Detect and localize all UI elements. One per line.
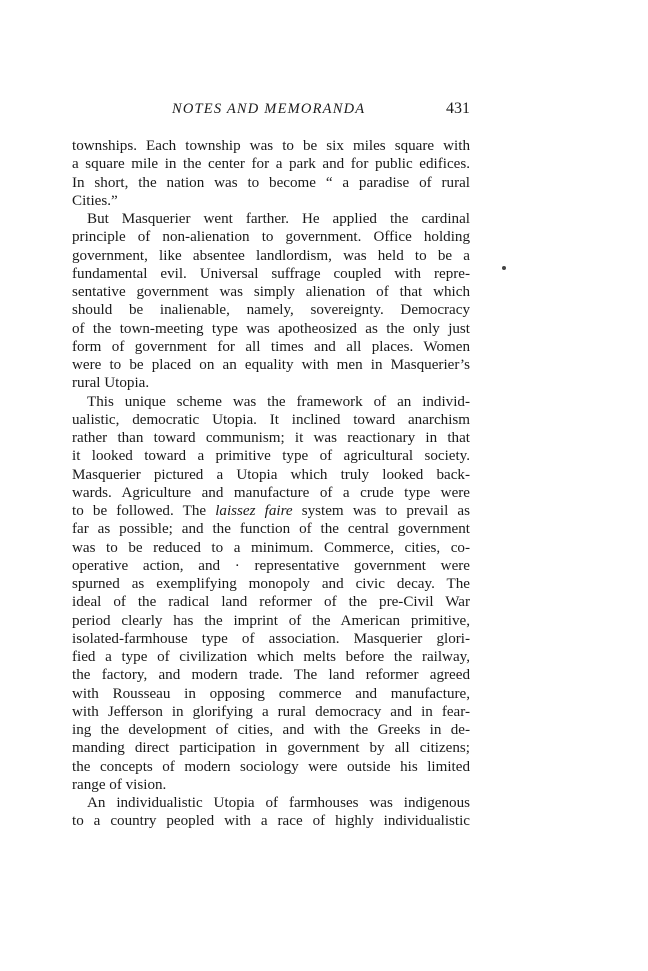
italic-phrase: laissez faire (215, 503, 293, 519)
text-line: with Jefferson in glorifying a rural democracy and in fear- (72, 703, 470, 720)
text-line: was to be reduced to a minimum. Commerce, cities, co- (72, 539, 470, 556)
text-line: sentative government was simply alienation of that which (72, 284, 470, 300)
text-line: to a country peopled with a race of highly individualistic (72, 813, 470, 830)
text-line: rather than toward communism; it was reactionary in that (72, 430, 470, 446)
paragraph-first-line: This unique scheme was the framework of an individ- (87, 393, 470, 410)
text-line: of the town-meeting type was apotheosized as the only just (72, 320, 470, 337)
text-line: the concepts of modern sociology were outside his limited (72, 758, 470, 775)
text-line: ing the development of cities, and with the Greeks in de- (72, 722, 470, 738)
text-line: manding direct participation in government by all citizens; (72, 740, 470, 757)
text-line: with Rousseau in opposing commerce and manufacture, (72, 685, 470, 702)
paragraph-first-line: An individualistic Utopia of farmhouses was indigenous (87, 795, 470, 811)
text-line: wards. Agriculture and manufacture of a crude type were (72, 484, 470, 501)
text-line: isolated-farmhouse type of association. Masquerier glori- (72, 630, 470, 647)
running-title: NOTES AND MEMORANDA (172, 101, 366, 117)
text-line: should be inalienable, namely, sovereignty. Democracy (72, 302, 470, 319)
text-line: Cities.” (72, 192, 118, 209)
text-line: were to be placed on an equality with men in Masquerier’s (72, 357, 470, 373)
text-line: townships. Each township was to be six miles square with (72, 138, 470, 154)
text-line: ualistic, democratic Utopia. It inclined toward anarchism (72, 411, 470, 428)
text-line: Masquerier pictured a Utopia which truly looked back- (72, 466, 470, 483)
text-line: operative action, and · representative government were (72, 557, 470, 574)
text-line: it looked toward a primitive type of agricultural society. (72, 448, 470, 465)
running-head (72, 101, 470, 123)
text-line: In short, the nation was to become “ a paradise of rural (72, 174, 470, 191)
text-line: to be followed. The laissez faire system was to prevail as (72, 503, 470, 519)
text-line: spurned as exemplifying monopoly and civic decay. The (72, 576, 470, 592)
text-line: principle of non-alienation to government. Office holding (72, 229, 470, 246)
text-line: period clearly has the imprint of the American primitive, (72, 612, 470, 629)
text-line: rural Utopia. (72, 375, 150, 392)
text-line: fundamental evil. Universal suffrage coupled with repre- (72, 265, 470, 282)
page-number: 431 (446, 100, 470, 117)
text-line: fied a type of civilization which melts before the railway, (72, 649, 470, 665)
text-line: government, like absentee landlordism, was held to be a (72, 247, 470, 264)
body-text (72, 137, 470, 831)
text-line: range of vision. (72, 776, 167, 793)
text-line: the factory, and modern trade. The land reformer agreed (72, 667, 470, 684)
text-line: form of government for all times and all places. Women (72, 338, 470, 355)
text-line: ideal of the radical land reformer of the pre-Civil War (72, 594, 470, 611)
stray-ink-mark (502, 266, 506, 270)
text-line: a square mile in the center for a park and for public edifices. (72, 156, 470, 173)
text-line: far as possible; and the function of the central government (72, 521, 470, 538)
paragraph-first-line: But Masquerier went farther. He applied the cardinal (87, 211, 470, 227)
